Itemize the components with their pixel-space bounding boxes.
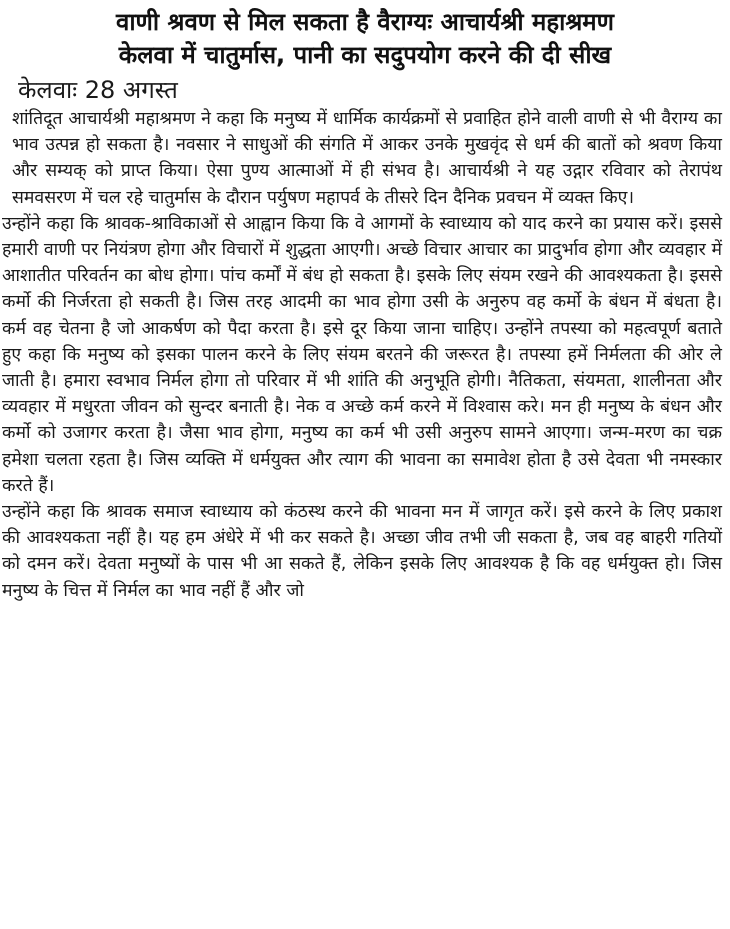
article-dateline: केलवाः 28 अगस्त: [18, 76, 178, 104]
headline-line-2: केलवा में चातुर्मास, पानी का सदुपयोग करने की दी सीख: [118, 41, 612, 69]
article-headline: [0, 0, 730, 72]
headline-line-1: वाणी श्रवण से मिल सकता है वैराग्यः आचार्यश्री महाश्रमण: [115, 8, 615, 36]
article-paragraph-2: उन्होंने कहा कि श्रावक-श्राविकाओं से आह्वान किया कि वे आगमों के स्वाध्याय को याद करने का प्रयास करें। इससे हमारी वाणी पर नियंत्रण होगा और विचारों में शुद्धता आएगी। अच्छे विचार आचार का प्रादुर्भाव होगा और व्यवहार में आशातीत परिवर्तन का बोध होगा। पांच कर्मों में बंध हो सकता है। इसके लिए संयम रखने की आवश्यकता है। इससे कर्मो की निर्जरता हो सकती है। जिस तरह आदमी का भाव होगा उसी के अनुरुप वह कर्मो के बंधन में बंधता है। कर्म वह चेतना है जो आकर्षण को पैदा करता है। इसे दूर किया जाना चाहिए। उन्होंने तपस्या को महत्वपूर्ण बताते हुए कहा कि मनुष्य को इसका पालन करने के लिए संयम बरतने की जरूरत है। तपस्या हमें निर्मलता की ओर ले जाती है। हमारा स्वभाव निर्मल होगा तो परिवार में भी शांति की अनुभूति होगी। नैतिकता, संयमता, शालीनता और व्यवहार में मधुरता जीवन को सुन्दर बनाती है। नेक व अच्छे कर्म करने में विश्वास करे। मन ही मनुष्य के बंधन और कर्मो को उजागर करता है। जैसा भाव होगा, मनुष्य का कर्म भी उसी अनुरुप सामने आएगा। जन्म-मरण का चक्र हमेशा चलता रहता है। जिस व्यक्ति में धर्मयुक्त और त्याग की भावना का समावेश होता है उसे देवता भी नमस्कार करते हैं।: [2, 213, 723, 496]
article-paragraph-3: उन्होंने कहा कि श्रावक समाज स्वाध्याय को कंठस्थ करने की भावना मन में जागृत करें। इसे करने के लिए प्रकाश की आवश्यकता नहीं है। यह हम अंधेरे में भी कर सकते है। अच्छा जीव तभी जी सकता है, जब वह बाहरी गतियों को दमन करें। देवता मनुष्यों के पास भी आ सकते हैं, लेकिन इसके लिए आवश्यक है कि वह धर्मयुक्त हो। जिस मनुष्य के चित्त में निर्मल का भाव नहीं हैं और जो: [2, 502, 722, 601]
article-paragraph-1: शांतिदूत आचार्यश्री महाश्रमण ने कहा कि मनुष्य में धार्मिक कार्यक्रमों से प्रवाहित होने वाली वाणी से भी वैराग्य का भाव उत्पन्न हो सकता है। नवसार ने साधुओं की संगति में आकर उनके मुखवृंद से धर्म की बातों को श्रवण किया और सम्यक् को प्राप्त किया। ऐसा पुण्य आत्माओं में ही संभव है। आचार्यश्री ने यह उद्गार रविवार को तेरापंथ समवसरण में चल रहे चातुर्मास के दौरान पर्युषण महापर्व के तीसरे दिन दैनिक प्रवचन में व्यक्त किए।: [12, 109, 722, 208]
